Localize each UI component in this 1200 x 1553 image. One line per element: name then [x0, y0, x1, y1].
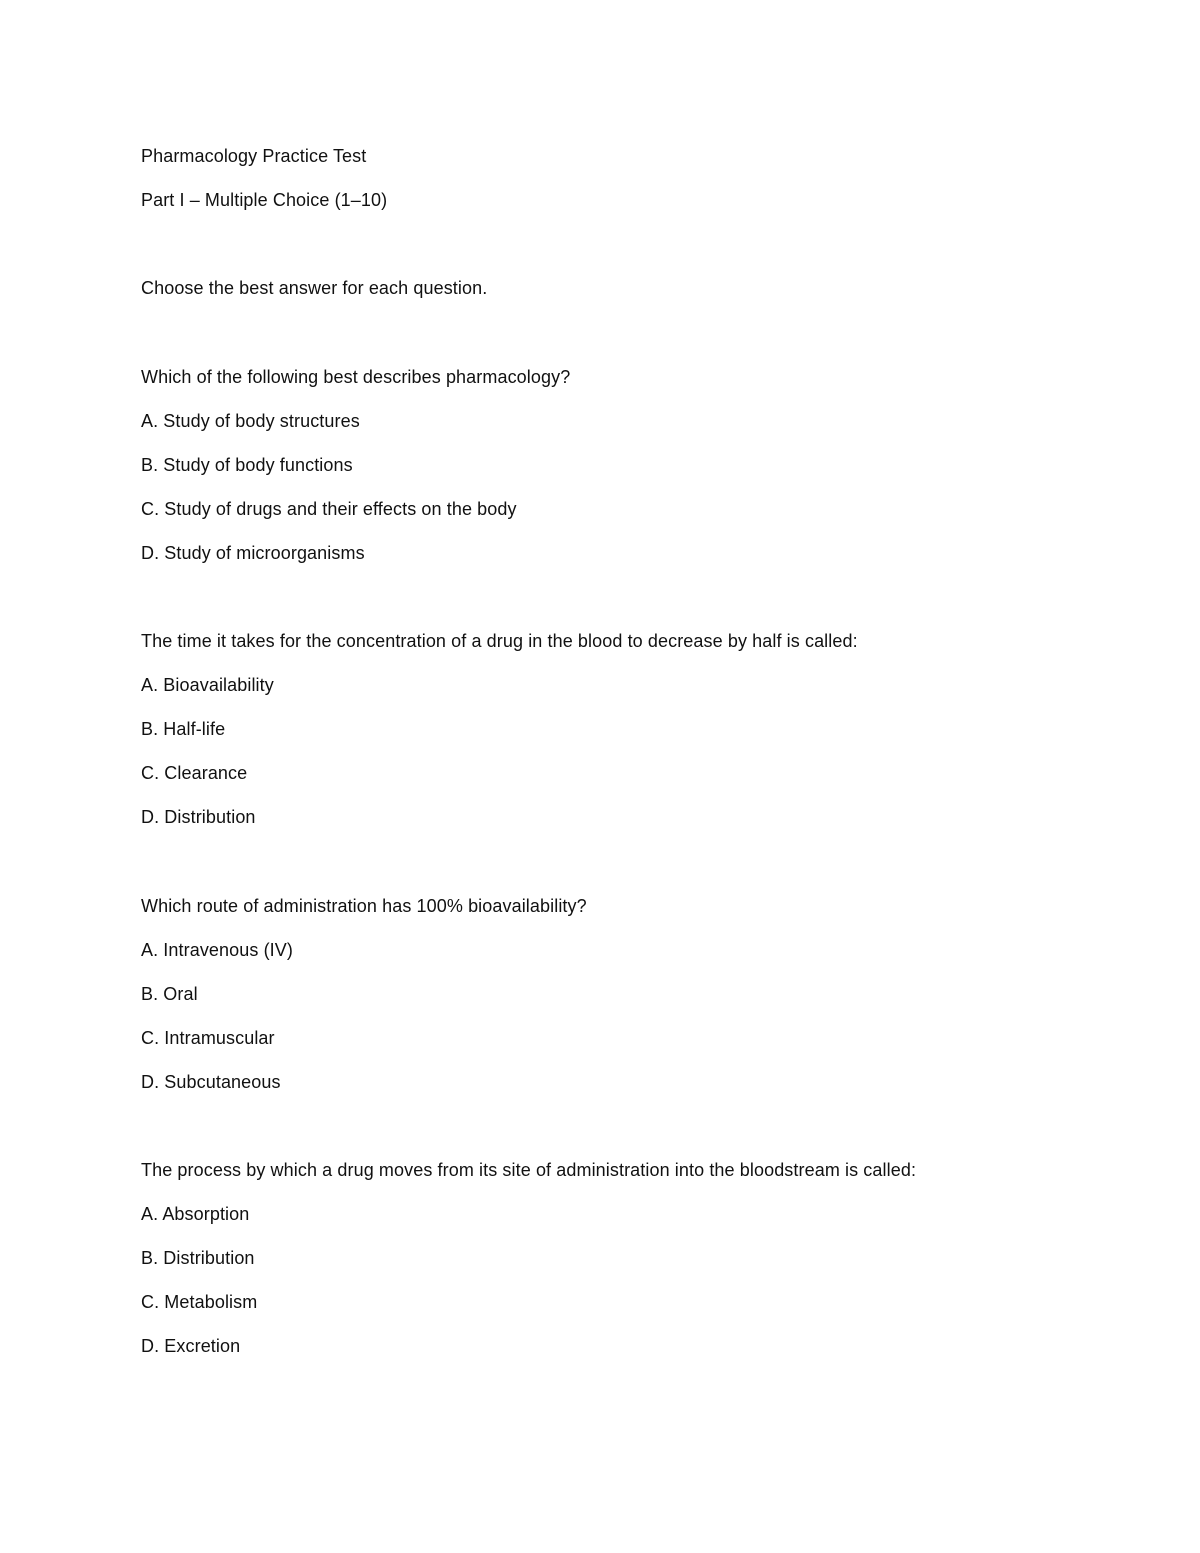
- answer-option: A. Bioavailability: [141, 675, 274, 695]
- answer-option: A. Absorption: [141, 1204, 250, 1224]
- question-text: The process by which a drug moves from its site of administration into the bloodstream is called:: [141, 1160, 917, 1180]
- question-text: The time it takes for the concentration of a drug in the blood to decrease by half is called:: [141, 631, 858, 651]
- answer-option: A. Study of body structures: [141, 411, 360, 431]
- answer-option: D. Study of microorganisms: [141, 543, 365, 563]
- question-text: Which route of administration has 100% bioavailability?: [141, 896, 587, 916]
- answer-option: B. Half-life: [141, 719, 226, 739]
- answer-option: A. Intravenous (IV): [141, 940, 293, 960]
- answer-option: C. Clearance: [141, 763, 248, 783]
- part-heading: Part I – Multiple Choice (1–10): [141, 190, 388, 210]
- answer-option: B. Distribution: [141, 1248, 255, 1268]
- answer-option: D. Distribution: [141, 807, 256, 827]
- answer-option: D. Subcutaneous: [141, 1072, 281, 1092]
- question-text: Which of the following best describes pharmacology?: [141, 367, 571, 387]
- answer-option: C. Intramuscular: [141, 1028, 275, 1048]
- answer-option: C. Metabolism: [141, 1292, 258, 1312]
- instructions: Choose the best answer for each question.: [141, 278, 488, 298]
- answer-option: D. Excretion: [141, 1336, 241, 1356]
- document-title: Pharmacology Practice Test: [141, 146, 367, 166]
- answer-option: B. Oral: [141, 984, 198, 1004]
- answer-option: B. Study of body functions: [141, 455, 353, 475]
- answer-option: C. Study of drugs and their effects on the body: [141, 499, 517, 519]
